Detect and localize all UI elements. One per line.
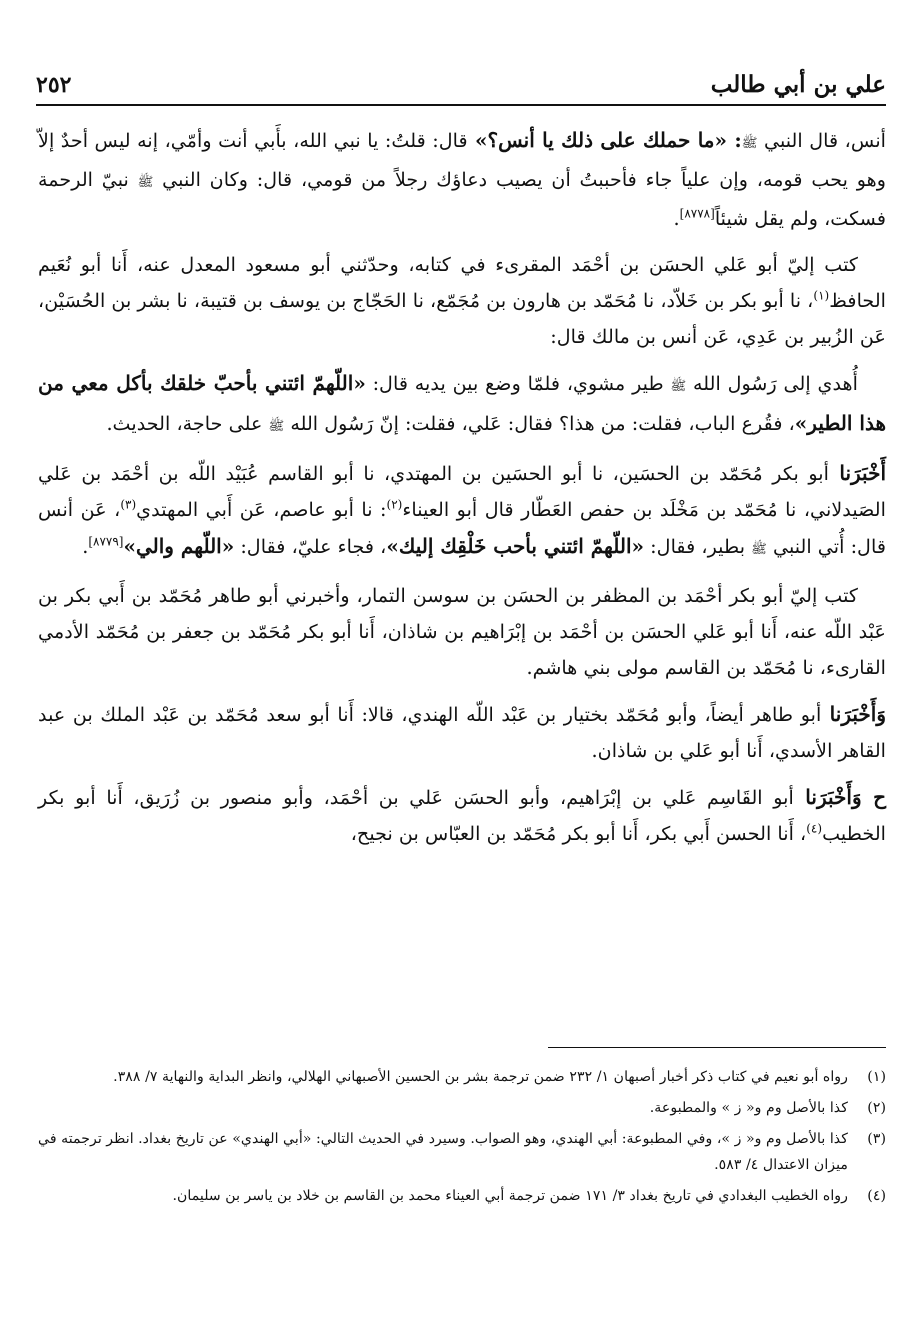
running-title: علي بن أبي طالب (710, 71, 886, 98)
text-run: نبيّ الرحمة فسكت، ولم يقل شيئاً (38, 168, 886, 230)
reference-marker: (٢) (386, 497, 403, 512)
text-run: ، عَن أنس قال: أُتي النبي (38, 498, 886, 558)
text-run: طير مشوي، فلمّا وضع بين يديه قال: (365, 372, 671, 395)
main-text (38, 122, 886, 862)
text-run: وَأَخْبَرَنا (821, 702, 886, 726)
text-run: ، أَنا الحسن أَبي بكر، أَنا أبو بكر مُحَمّد بن العبّاس بن نجيح، (350, 822, 807, 845)
text-run: ، نا أبو بكر بن خَلاّد، نا مُحَمّد بن هارون بن مُجَمّع، نا الحَجّاج بن يوسف بن قتيبة، نا بشر بن الحُسَيْن، عَن الزُبير بن عَدِي، عَن أنس بن مالك قال: (38, 289, 886, 348)
page-number: ٢٥٢ (36, 72, 72, 98)
footnote-text: رواه الخطيب البغدادي في تاريخ بغداد ٣/ ١٧١ ضمن ترجمة أبي العيناء محمد بن القاسم بن خلاد بن ياسر بن سليمان. (172, 1188, 848, 1204)
footnote-separator (548, 1047, 886, 1048)
reference-marker: (٤) (806, 821, 823, 836)
text-run: : نا أبو عاصم، عَن أَبي المهتدي (136, 498, 387, 521)
text-run: أبو بكر مُحَمّد بن الحسَين، نا أبو الحسَين بن المهتدي، نا أبو القاسم عُبَيْد اللّه بن أحْمَد بن عَلي الصَيدلاني، نا مُحَمّد بن مَخْلَد بن حفص العَطّار قال أبو العيناء (38, 462, 886, 521)
paragraph (38, 779, 886, 852)
text-run: أبو القَاسِم عَلي بن إبْرَاهيم، وأبو الحسَن عَلي بن أحْمَد، وأبو منصور بن زُرَيق، أَنا أبو بكر الخطيب (38, 786, 886, 845)
footnote-text: كذا بالأصل وم و« ز »، وفي المطبوعة: أبي الهندي، وهو الصواب. وسيرد في الحديث التالي: «أبي الهندي» عن تاريخ بغداد. انظر ترجمته في ميزان الاعتدال ٤/ ٥٨٣. (38, 1131, 848, 1173)
footnote-number: (٣) (867, 1131, 886, 1147)
text-run: : «ما حملك على ذلك يا أنس؟» (467, 128, 742, 152)
text-run: «اللّهم والي» (123, 534, 235, 558)
footnote-text: رواه أبو نعيم في كتاب ذكر أخبار أصبهان ١/ ٢٣٢ ضمن ترجمة بشر بن الحسين الأصبهاني الهلالي، وانظر البداية والنهاية ٧/ ٣٨٨. (113, 1069, 848, 1085)
paragraph (38, 578, 886, 686)
text-run: «اللّهمّ ائتني بأحبّ خلقك بأكل معي من هذا الطير» (38, 371, 886, 435)
reference-marker: (١) (813, 288, 830, 303)
footnote (38, 1126, 886, 1178)
paragraph (38, 247, 886, 355)
salutation-glyph: ﷺ (670, 379, 687, 394)
text-run: ، فجاء عليّ، فقال: (234, 535, 387, 558)
reference-marker: (٣) (120, 497, 137, 512)
salutation-glyph: ﷺ (741, 136, 758, 151)
text-run: أنس، قال النبي (757, 129, 886, 152)
text-run: أبو طاهر أيضاً، وأبو مُحَمّد بختيار بن عَبْد اللّه الهندي، قالا: أَنا أبو سعد مُحَمّد بن عَبْد الملك بن عبد القاهر الأسدي، أَنا أبو عَلي بن شاذان. (38, 703, 886, 762)
text-run: قال: قلتُ: يا نبي الله، بأَبي أنت وأمّي، إنه ليس أحدٌ إلاّ وهو يحب قومه، وإن علياً جاء فأحببتُ أن يصيب دعاؤك رجلاً من قومي، قال: وكان النبي (38, 129, 887, 191)
salutation-glyph: ﷺ (137, 175, 154, 190)
text-run: كتب إليّ أبو عَلي الحسَن بن أحْمَد المقرىء في كتابه، وحدّثني أبو مسعود المعدل عنه، أَنا أبو نُعَيم الحافظ (38, 253, 886, 312)
paragraph (38, 122, 886, 237)
text-run: كتب إليّ أبو بكر أحْمَد بن المظفر بن الحسَن بن سوسن التمار، وأخبرني أبو طاهر مُحَمّد بن أَبي بكر بن عَبْد اللّه عنه، أَنا أبو عَلي الحسَن بن أحْمَد بن إبْرَاهيم بن شاذان، أَنا أبو بكر مُحَمّد بن جعفر بن مُحَمّد الأدمي القارىء، نا مُحَمّد بن القاسم مولى بني هاشم. (38, 584, 886, 679)
paragraph (38, 696, 886, 769)
footnote-number: (٤) (867, 1188, 886, 1204)
paragraph (38, 365, 886, 445)
text-run: على حاجة، الحديث. (106, 412, 269, 435)
footnote (38, 1183, 886, 1209)
page-header (36, 66, 886, 106)
text-run: ح وَأَخْبَرَنا (793, 785, 886, 809)
salutation-glyph: ﷺ (268, 419, 285, 434)
text-run: أُهدي إلى رَسُول الله (686, 372, 858, 395)
text-run: . (82, 535, 89, 558)
footnote (38, 1095, 886, 1121)
footnote-number: (٢) (867, 1100, 886, 1116)
text-run: بطير، فقال: (644, 535, 752, 558)
text-run: أَخْبَرَنا (828, 461, 886, 485)
footnote (38, 1064, 886, 1090)
reference-marker: [٨٧٧٩] (88, 534, 124, 549)
footnote-number: (١) (867, 1069, 886, 1085)
reference-marker: [٨٧٧٨] (679, 206, 715, 221)
text-run: «اللّهمّ ائتني بأحب خَلْقِك إليك» (386, 534, 645, 558)
footnote-text: كذا بالأصل وم و« ز » والمطبوعة. (649, 1100, 848, 1116)
text-run: . (673, 207, 680, 230)
salutation-glyph: ﷺ (751, 542, 767, 557)
text-run: ، فقُرع الباب، فقلت: من هذا؟ فقال: عَلي، فقلت: إنّ رَسُول الله (284, 412, 795, 435)
footnotes (38, 1064, 886, 1214)
paragraph (38, 455, 886, 568)
